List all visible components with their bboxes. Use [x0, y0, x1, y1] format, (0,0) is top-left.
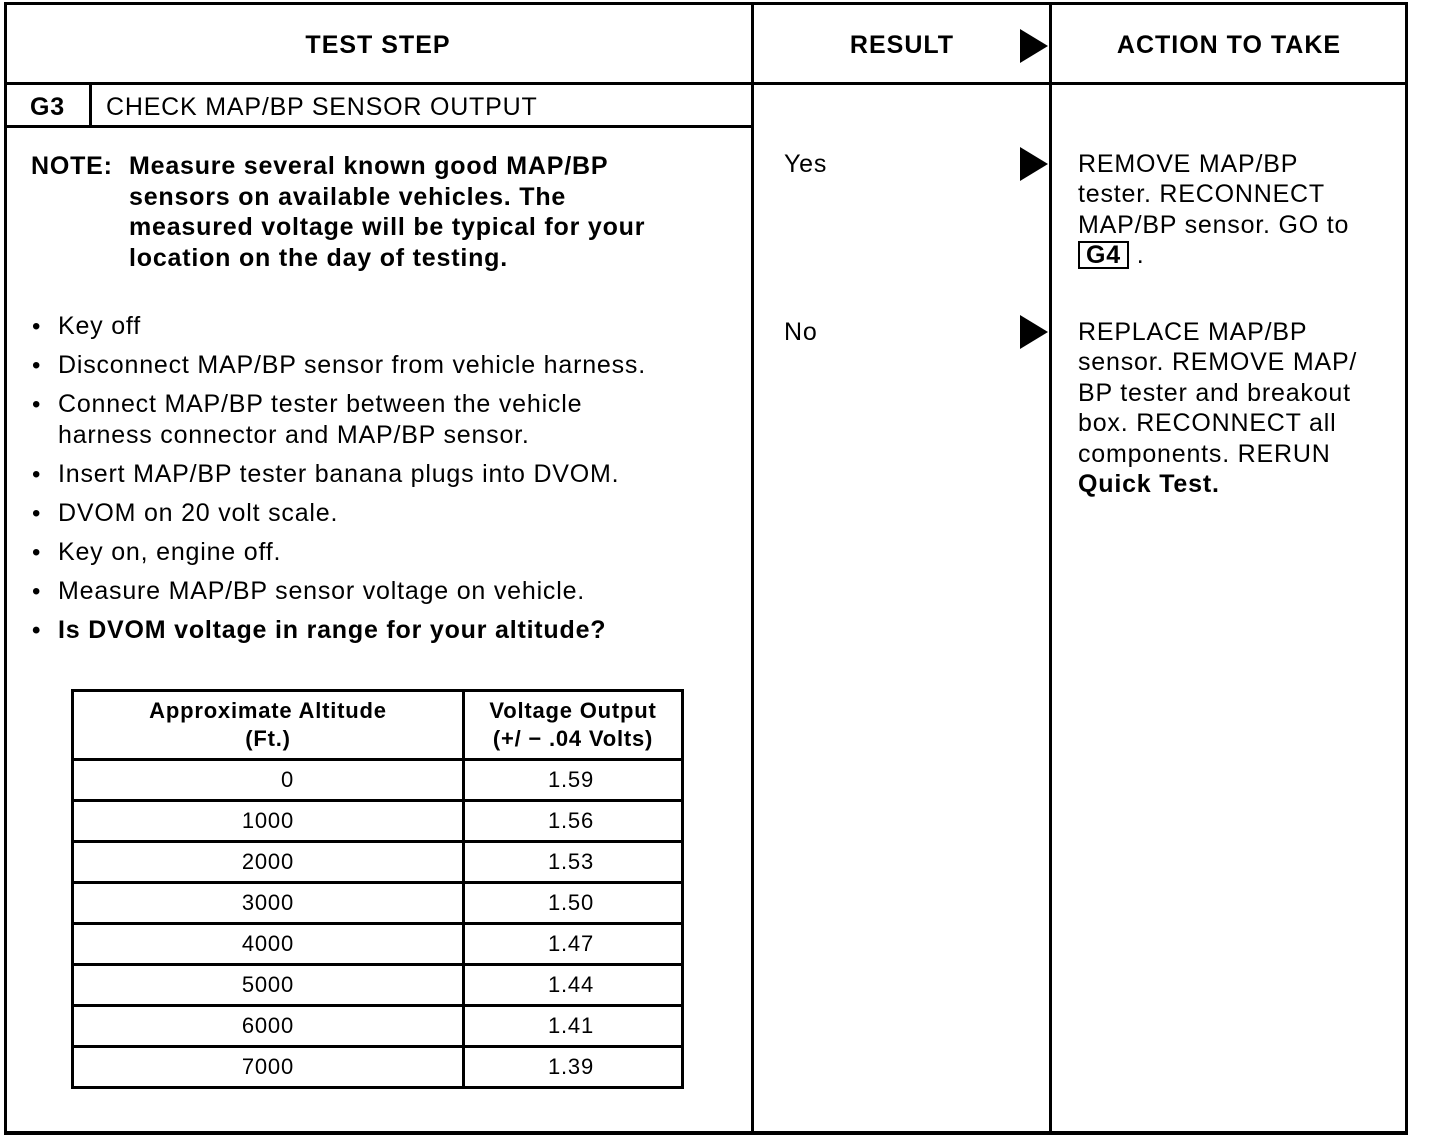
voltage-cell: 1.50 [464, 883, 683, 924]
voltage-header-line-1: Voltage Output [489, 698, 657, 723]
header-divider [4, 82, 1408, 85]
step-box-divider [4, 125, 753, 128]
frame-bottom-border [4, 1131, 1408, 1135]
bullet-item: • Measure MAP/BP sensor voltage on vehicle. [30, 576, 730, 607]
bullet-item: • Key off [30, 311, 730, 342]
altitude-cell: 7000 [73, 1047, 464, 1088]
voltage-cell: 1.41 [464, 1006, 683, 1047]
header-action-to-take: ACTION TO TAKE [1116, 31, 1342, 59]
action-yes-line-1: REMOVE MAP/BP [1078, 150, 1299, 178]
voltage-cell: 1.44 [464, 965, 683, 1006]
altitude-header-line-1: Approximate Altitude [149, 698, 387, 723]
header-result: RESULT [849, 31, 955, 59]
voltage-header-line-2: (+/ − .04 Volts) [492, 726, 654, 751]
note-label: NOTE: [31, 152, 113, 180]
voltage-cell: 1.39 [464, 1047, 683, 1088]
altitude-cell: 0 [73, 760, 464, 801]
table-row [73, 842, 683, 883]
goto-step-g4-link[interactable]: G4 [1078, 241, 1129, 269]
procedure-bullets [30, 311, 730, 654]
action-no-line-3: BP tester and breakout [1078, 379, 1351, 407]
bullet-item-question: • Is DVOM voltage in range for your altitude? [30, 615, 730, 646]
table-row [73, 760, 683, 801]
altitude-cell: 1000 [73, 801, 464, 842]
frame-right-border [1405, 2, 1408, 1135]
bullet-item: • DVOM on 20 volt scale. [30, 498, 730, 529]
header-result-arrow-icon [1020, 29, 1048, 63]
action-yes-goto [1078, 240, 1144, 271]
altitude-cell: 4000 [73, 924, 464, 965]
note-line-1: Measure several known good MAP/BP [129, 152, 609, 180]
altitude-cell: 3000 [73, 883, 464, 924]
action-no-line-4: box. RECONNECT all [1078, 409, 1337, 437]
column-divider-1 [751, 2, 754, 1135]
step-title: CHECK MAP/BP SENSOR OUTPUT [106, 93, 538, 121]
column-divider-2 [1049, 2, 1052, 1135]
result-no-arrow-icon [1020, 315, 1048, 349]
bullet-item: • Insert MAP/BP tester banana plugs into DVOM. [30, 459, 730, 490]
result-no-label: No [784, 318, 818, 346]
altitude-voltage-table [71, 689, 684, 1089]
voltage-cell: 1.47 [464, 924, 683, 965]
table-row [73, 965, 683, 1006]
step-id: G3 [30, 93, 65, 121]
header-test-step: TEST STEP [305, 31, 451, 59]
step-id-divider [89, 84, 92, 127]
table-row [73, 801, 683, 842]
action-no-line-2: sensor. REMOVE MAP/ [1078, 348, 1358, 376]
voltage-cell: 1.59 [464, 760, 683, 801]
note-line-2: sensors on available vehicles. The [129, 183, 567, 211]
altitude-column-header [73, 691, 464, 760]
action-no-line-1: REPLACE MAP/BP [1078, 318, 1308, 346]
altitude-cell: 2000 [73, 842, 464, 883]
result-yes-label: Yes [784, 150, 828, 178]
action-no-line-6: Quick Test. [1078, 470, 1220, 498]
note-line-3: measured voltage will be typical for your [129, 213, 646, 241]
action-no-line-5: components. RERUN [1078, 440, 1331, 468]
table-row [73, 1006, 683, 1047]
frame-left-border [4, 2, 7, 1135]
voltage-cell: 1.53 [464, 842, 683, 883]
voltage-column-header [464, 691, 683, 760]
note-line-4: location on the day of testing. [129, 244, 508, 272]
altitude-cell: 5000 [73, 965, 464, 1006]
table-row [73, 1047, 683, 1088]
action-yes-line-2: tester. RECONNECT [1078, 180, 1325, 208]
frame-top-border [4, 2, 1408, 5]
altitude-header-line-2: (Ft.) [245, 726, 291, 751]
bullet-item: • Key on, engine off. [30, 537, 730, 568]
bullet-item: • Disconnect MAP/BP sensor from vehicle harness. [30, 350, 730, 381]
table-row [73, 883, 683, 924]
altitude-cell: 6000 [73, 1006, 464, 1047]
table-row [73, 924, 683, 965]
action-yes-goto-suffix: . [1136, 241, 1145, 269]
voltage-cell: 1.56 [464, 801, 683, 842]
bullet-item: • Connect MAP/BP tester between the vehicle harness connector and MAP/BP sensor. [30, 389, 678, 451]
action-yes-line-3: MAP/BP sensor. GO to [1078, 211, 1350, 239]
result-yes-arrow-icon [1020, 147, 1048, 181]
